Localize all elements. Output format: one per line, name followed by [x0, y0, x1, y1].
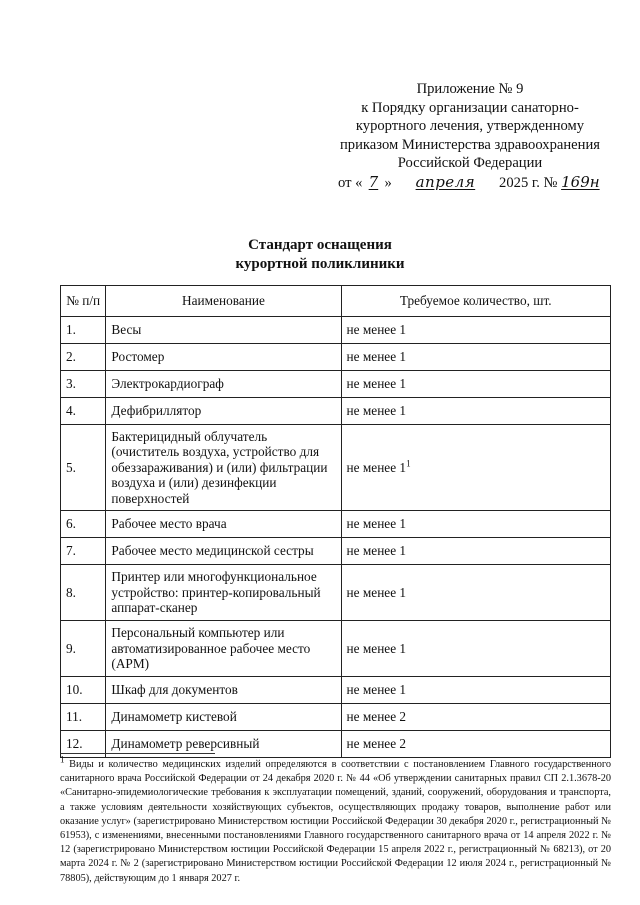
- row-quantity: не менее 2: [341, 704, 610, 731]
- row-name: Рабочее место медицинской сестры: [106, 538, 341, 565]
- table-row: [61, 677, 611, 704]
- row-quantity: не менее 1: [341, 317, 610, 344]
- document-title: [0, 236, 640, 274]
- row-name: Шкаф для документов: [106, 677, 341, 704]
- row-quantity: не менее 1: [341, 344, 610, 371]
- footnote-reference: 1: [406, 458, 411, 469]
- header-number: № п/п: [61, 286, 106, 317]
- row-number: 4.: [61, 398, 106, 425]
- row-number: 1.: [61, 317, 106, 344]
- row-quantity: не менее 1: [341, 511, 610, 538]
- title-line-2: курортной поликлиники: [235, 256, 405, 272]
- row-quantity: [341, 425, 610, 511]
- header-name: Наименование: [106, 286, 341, 317]
- row-name: Персональный компьютер или автоматизированное рабочее место (АРМ): [106, 621, 341, 677]
- title-line-1: Стандарт оснащения: [248, 237, 392, 253]
- row-number: 6.: [61, 511, 106, 538]
- row-name: Принтер или многофункциональное устройство: принтер-копировальный аппарат-сканер: [106, 565, 341, 621]
- equipment-table: [60, 285, 611, 758]
- row-number: 9.: [61, 621, 106, 677]
- row-number: 10.: [61, 677, 106, 704]
- row-quantity: не менее 2: [341, 731, 610, 758]
- row-number: 12.: [61, 731, 106, 758]
- row-number: 3.: [61, 371, 106, 398]
- order-date-line: [320, 173, 620, 193]
- table-row: [61, 704, 611, 731]
- table-header-row: [61, 286, 611, 317]
- row-number: 7.: [61, 538, 106, 565]
- table-row: [61, 511, 611, 538]
- year-label: 2025 г. №: [499, 174, 558, 191]
- row-quantity: не менее 1: [341, 398, 610, 425]
- row-name: Дефибриллятор: [106, 398, 341, 425]
- footnote: [60, 754, 611, 886]
- row-name: Рабочее место врача: [106, 511, 341, 538]
- appendix-header: [320, 80, 620, 193]
- table-row: [61, 538, 611, 565]
- table-row: [61, 621, 611, 677]
- row-quantity: не менее 1: [341, 621, 610, 677]
- table-row: [61, 425, 611, 511]
- appendix-line: Российской Федерации: [397, 155, 543, 172]
- table-row: [61, 398, 611, 425]
- row-quantity: не менее 1: [341, 677, 610, 704]
- handwritten-month: апреля: [415, 172, 476, 191]
- row-name: Весы: [106, 317, 341, 344]
- quantity-text: не менее 1: [346, 459, 407, 475]
- row-name: Ростомер: [106, 344, 341, 371]
- row-number: 5.: [61, 425, 106, 511]
- from-label: от «: [338, 174, 363, 191]
- quote-close: »: [384, 174, 392, 191]
- row-number: 8.: [61, 565, 106, 621]
- row-number: 2.: [61, 344, 106, 371]
- table-row: [61, 565, 611, 621]
- footnote-mark: 1: [60, 754, 65, 765]
- handwritten-order-number: 169н: [561, 172, 600, 191]
- appendix-line: приказом Министерства здравоохранения: [340, 136, 600, 153]
- appendix-line: к Порядку организации санаторно-: [361, 99, 579, 116]
- footnote-divider: [60, 753, 215, 754]
- footnote-text: Виды и количество медицинских изделий определяются в соответствии с постановлением Главного государственного санитарного врача Российской Федерации от 24 декабря 2020 г. № 44 «Об утверждении санитарных правил СП 2.1.3678-20 «Санитарно-эпидемиологические требования к эксплуатации помещений, зданий, сооружений, оборудования и транспорта, а также условиям деятельности хозяйствующих субъектов, осуществляющих продажу товаров, выполнение работ или оказание услуг» (зарегистрировано Министерством юстиции Российской Федерации 30 декабря 2020 г., регистрационный № 61953), с изменениями, внесенными постановлениями Главного государственного санитарного врача от 14 апреля 2022 г. № 12 (зарегистрировано Министерством юстиции Российской Федерации 15 апреля 2022 г., регистрационный № 68213), от 20 марта 2024 г. № 2 (зарегистрировано Министерством юстиции Российской Федерации 12 июля 2024 г., регистрационный № 78805), действующим до 1 января 2027 г.: [60, 759, 611, 884]
- table-row: [61, 371, 611, 398]
- appendix-line: Приложение № 9: [416, 81, 524, 97]
- row-quantity: не менее 1: [341, 371, 610, 398]
- header-quantity: Требуемое количество, шт.: [341, 286, 610, 317]
- row-name: Электрокардиограф: [106, 371, 341, 398]
- row-quantity: не менее 1: [341, 565, 610, 621]
- row-name: Динамометр кистевой: [106, 704, 341, 731]
- handwritten-day: 7: [368, 172, 379, 191]
- row-name: Динамометр реверсивный: [106, 731, 341, 758]
- row-name: Бактерицидный облучатель (очиститель воздуха, устройство для обеззараживания) и (или) фильтрации воздуха и (или) дезинфекции поверхностей: [106, 425, 341, 511]
- row-number: 11.: [61, 704, 106, 731]
- row-quantity: не менее 1: [341, 538, 610, 565]
- table-row: [61, 317, 611, 344]
- table-row: [61, 344, 611, 371]
- appendix-line: курортного лечения, утвержденному: [355, 118, 585, 135]
